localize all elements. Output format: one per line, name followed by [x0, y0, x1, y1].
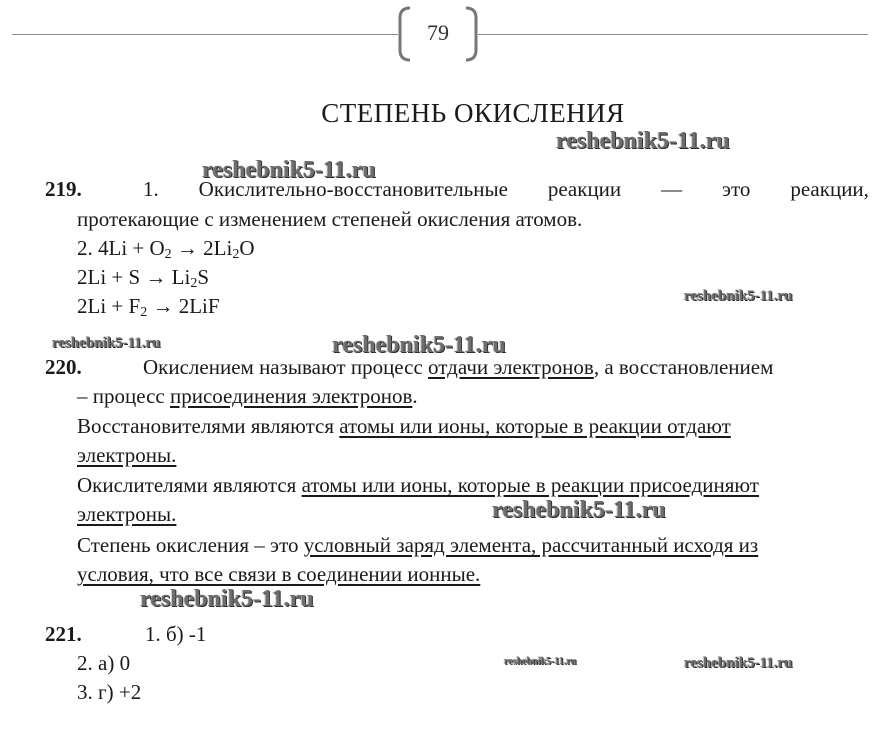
watermark: reshebnik5-11.ru	[492, 497, 666, 523]
eq-sub: 2	[232, 247, 240, 262]
text: .	[412, 384, 418, 408]
eq-text: → 2LiF	[147, 294, 220, 318]
text: Восстановителями являются	[77, 414, 340, 438]
underlined-term: присоединения электронов	[169, 384, 413, 408]
watermark: reshebnik5-11.ru	[140, 586, 314, 612]
eq-text: → 2Li	[171, 236, 233, 260]
eq-text: S	[197, 265, 210, 289]
eq-text: 2. 4Li + O	[77, 236, 165, 260]
underlined-term: электроны.	[77, 443, 177, 467]
task-number: 220.	[45, 355, 82, 379]
page-number: 79	[427, 20, 449, 45]
task-220-line-8	[77, 560, 480, 588]
task-220-number-line	[45, 353, 82, 381]
watermark: reshebnik5-11.ru	[556, 128, 730, 154]
task-221-answer-2: 2. а) 0	[77, 651, 131, 675]
underlined-term: электроны.	[77, 502, 177, 526]
watermark: reshebnik5-11.ru	[52, 335, 161, 351]
underlined-term: отдачи электронов	[428, 355, 594, 379]
underlined-term: условный заряд элемента, рассчитанный исходя из	[303, 533, 759, 557]
eq-sub: 2	[140, 305, 148, 320]
task-220-line-1	[143, 353, 773, 381]
task-221-answer-1: 1. б) -1	[145, 622, 207, 646]
eq-text: O	[239, 236, 255, 260]
task-221-number-line	[45, 620, 82, 648]
page-number-frame	[398, 6, 478, 62]
watermark: reshebnik5-11.ru	[684, 288, 793, 304]
task-220-line-3	[77, 412, 731, 440]
task-219-item-1	[143, 175, 869, 203]
eq-text: 2Li + F	[77, 294, 141, 318]
text: Окислением называют процесс	[143, 355, 429, 379]
task-219-item-1-cont: протекающие с изменением степеней окисления атомов.	[77, 207, 583, 231]
task-220-line-2	[77, 382, 418, 410]
header-rule-right	[478, 34, 868, 35]
task-220-line-6	[77, 500, 176, 528]
underlined-term: атомы или ионы, которые в реакции отдают	[339, 414, 731, 438]
equation-3	[77, 292, 220, 327]
underlined-term: атомы или ионы, которые в реакции присоединяют	[301, 473, 759, 497]
eq-sub: 2	[164, 247, 172, 262]
task-220-line-5	[77, 471, 759, 499]
text: Окислителями являются	[77, 473, 302, 497]
word: 1.	[143, 177, 159, 201]
word: Окислительно-восстановительные	[198, 177, 508, 201]
watermark: reshebnik5-11.ru	[684, 655, 793, 671]
eq-text: 2Li + S → Li	[77, 265, 191, 289]
word: реакции	[547, 177, 622, 201]
watermark: reshebnik5-11.ru	[332, 332, 506, 358]
text: , а восстановлением	[593, 355, 774, 379]
task-220-line-4	[77, 441, 176, 469]
eq-sub: 2	[190, 276, 198, 291]
task-219-line-1	[45, 175, 82, 203]
task-220-line-7	[77, 531, 758, 559]
header-rule-left	[12, 34, 398, 35]
word: —	[661, 177, 683, 201]
task-number: 219.	[45, 177, 82, 201]
task-number: 221.	[45, 622, 82, 646]
word: реакции,	[790, 177, 869, 201]
text: Степень окисления – это	[77, 533, 304, 557]
underlined-term: условия, что все связи в соединении ионные.	[77, 562, 481, 586]
watermark: reshebnik5-11.ru	[504, 656, 577, 667]
task-221-answer-3: 3. г) +2	[77, 680, 142, 704]
text: – процесс	[77, 384, 170, 408]
page-title: СТЕПЕНЬ ОКИСЛЕНИЯ	[321, 98, 625, 128]
watermark: reshebnik5-11.ru	[202, 157, 376, 183]
word: это	[722, 177, 751, 201]
